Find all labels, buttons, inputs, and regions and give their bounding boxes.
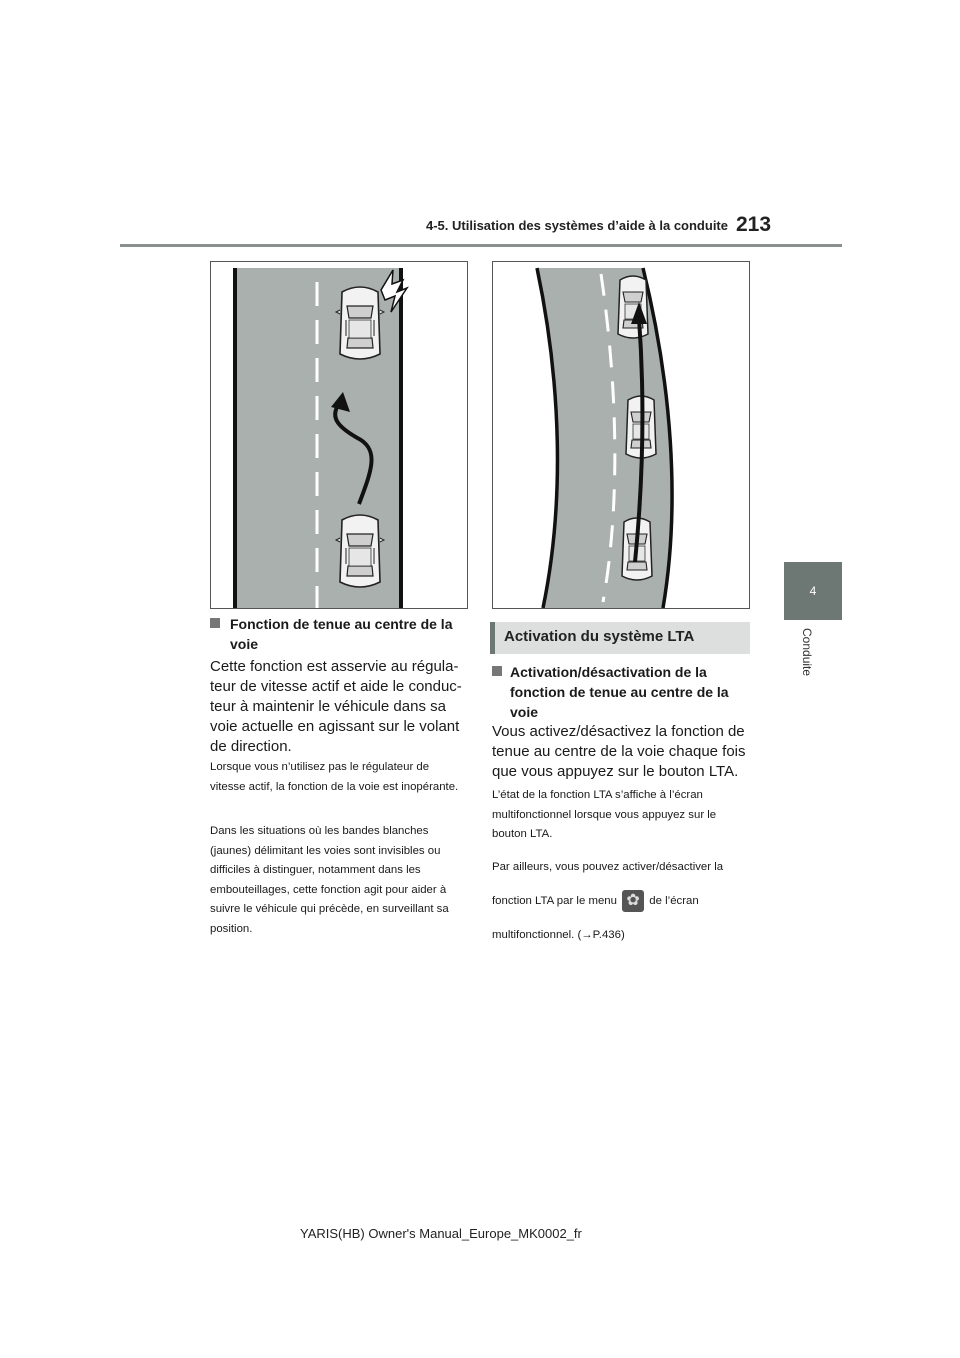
page-number: 213 bbox=[736, 213, 772, 236]
gear-icon: ✿ bbox=[622, 890, 644, 912]
right-heading: Activation/désactivation de la fonction de tenue au centre de la voie bbox=[492, 662, 748, 722]
figure-lane-center bbox=[492, 261, 750, 609]
footer-manual-id: YARIS(HB) Owner's Manual_Europe_MK0002_fr bbox=[300, 1226, 582, 1241]
car-icon bbox=[336, 515, 384, 587]
left-note-1: Lorsque vous n’utilisez pas le régulateur de vitesse actif, la fonction de la voie est inopérante. bbox=[210, 761, 459, 793]
left-paragraph: Cette fonction est asservie au régula- teur de vitesse actif et aide le conduc- teur à maintenir le véhicule dans sa voie actuelle en agissant sur le volant de direction. bbox=[210, 658, 462, 755]
car-icon bbox=[336, 287, 384, 359]
section-heading-text: Activation du système LTA bbox=[504, 628, 695, 645]
section-heading-bar bbox=[490, 622, 495, 654]
chapter-number: 4 bbox=[809, 584, 817, 598]
figure-lane-drift bbox=[210, 261, 468, 609]
chapter-label-box bbox=[782, 628, 842, 698]
bullet-square-icon bbox=[210, 618, 220, 628]
chapter-tab bbox=[784, 562, 842, 620]
chapter-label: Conduite bbox=[800, 628, 814, 677]
section-heading bbox=[490, 622, 750, 654]
header-divider bbox=[120, 244, 842, 247]
car-icon bbox=[618, 276, 648, 338]
left-note-2: Dans les situations où les bandes blanches (jaunes) délimitant les voies sont invisibles ou difficiles à distinguer, notamment dans les embouteillages, cette fonction agit pour aider à suivre le véhicule qui précède, en surveillant sa position. bbox=[210, 825, 449, 935]
right-note-1: L’état de la fonction LTA s’affiche à l’écran multifonctionnel lorsque vous appuyez sur le bouton LTA. bbox=[492, 789, 717, 840]
left-heading: Fonction de tenue au centre de la voie bbox=[210, 614, 468, 654]
section-title: 4-5. Utilisation des systèmes d’aide à la conduite bbox=[426, 218, 728, 233]
right-note-2: Par ailleurs, vous pouvez activer/désactiver la fonction LTA par le menu ✿ de l’écran multifonctionnel. (→P.436) bbox=[492, 861, 724, 941]
right-paragraph: Vous activez/désactivez la fonction de tenue au centre de la voie chaque fois que vous appuyez sur le bouton LTA. bbox=[492, 723, 746, 780]
bullet-square-icon bbox=[492, 666, 502, 676]
